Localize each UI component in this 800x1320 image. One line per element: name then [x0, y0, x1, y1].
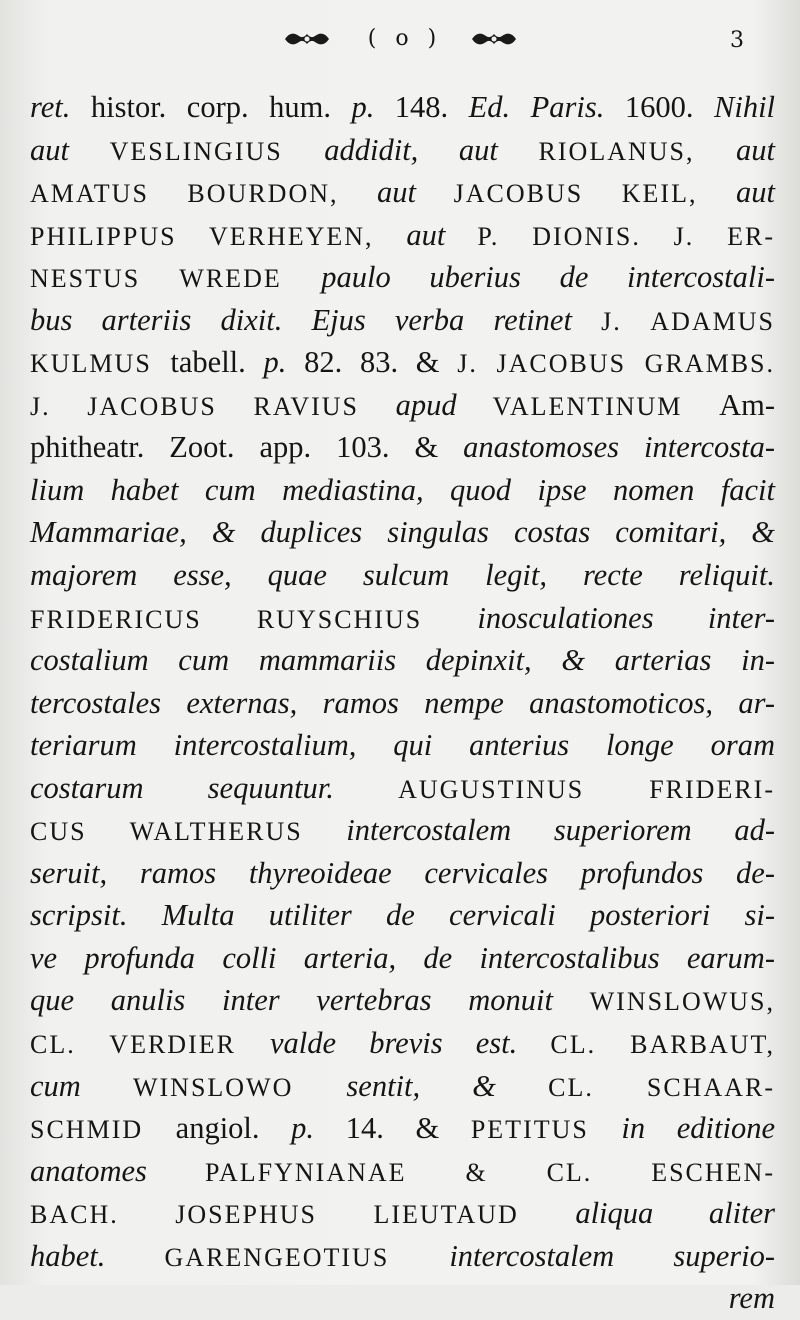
text-segment: KULMUS	[30, 349, 171, 379]
text-line	[30, 724, 775, 767]
text-segment: WINSLOWUS,	[589, 987, 775, 1017]
text-line	[30, 937, 775, 980]
text-segment: aut	[736, 132, 775, 167]
text-segment: teriarum intercostalium, qui anterius longe oram	[30, 728, 775, 763]
text-segment: J. ADAMUS	[601, 306, 775, 336]
text-segment: p.	[351, 90, 375, 124]
text-line	[30, 384, 775, 427]
text-line	[30, 639, 775, 682]
text-segment: VALENTINUM	[492, 391, 720, 421]
text-segment: aut	[406, 217, 478, 252]
text-segment: aliqua aliter	[575, 1196, 775, 1231]
text-segment: CL. BARBAUT,	[550, 1030, 775, 1060]
text-line	[30, 341, 775, 384]
text-line	[30, 1150, 775, 1193]
text-segment: AUGUSTINUS FRIDERI-	[398, 774, 775, 804]
text-line	[30, 767, 775, 810]
text-segment: valde brevis est.	[269, 1026, 551, 1061]
text-segment: que anulis inter vertebras monuit	[30, 983, 590, 1018]
text-line	[30, 299, 775, 342]
text-segment: Am-	[719, 387, 775, 422]
text-line	[30, 1065, 775, 1108]
text-segment: BACH. JOSEPHUS LIEUTAUD	[30, 1200, 576, 1230]
text-segment: PHILIPPUS VERHEYEN,	[30, 221, 407, 251]
fleuron-ornament-icon	[470, 28, 518, 50]
text-line	[30, 171, 775, 214]
text-segment: addidit, aut	[324, 132, 539, 167]
text-line	[30, 469, 775, 512]
text-segment: sentit, &	[346, 1068, 549, 1103]
text-segment: bus arteriis dixit. Ejus verba retinet	[30, 302, 602, 337]
text-segment: PETITUS	[470, 1115, 622, 1145]
text-line	[30, 426, 775, 469]
text-line	[30, 809, 775, 852]
text-line	[30, 1192, 775, 1235]
text-segment: apud	[395, 387, 493, 422]
text-segment: JACOBUS KEIL,	[453, 179, 736, 209]
text-segment: FRIDERICUS RUYSCHIUS	[30, 604, 478, 634]
text-segment: costalium cum mammariis depinxit, & arterias in-	[30, 643, 775, 678]
text-segment: seruit, ramos thyreoideae cervicales profundos de-	[30, 855, 775, 890]
text-segment: 148.	[374, 90, 469, 124]
text-segment: AMATUS BOURDON,	[30, 179, 378, 209]
text-segment: 14. &	[314, 1111, 471, 1146]
text-segment: tabell.	[170, 345, 264, 380]
text-line	[30, 511, 775, 554]
text-segment: anatomes	[30, 1153, 205, 1188]
text-segment: in editione	[621, 1111, 775, 1146]
text-segment: J. JACOBUS RAVIUS	[30, 391, 396, 421]
text-segment: Mammariae, & duplices singulas costas comitari, &	[30, 515, 775, 550]
text-segment: VESLINGIUS	[109, 136, 325, 166]
text-segment: lium habet cum mediastina, quod ipse nomen facit	[30, 472, 775, 507]
text-line	[30, 1235, 775, 1278]
text-segment: aut	[736, 175, 775, 210]
text-segment: habet.	[30, 1238, 165, 1273]
text-segment: CL. SCHAAR-	[548, 1072, 775, 1102]
text-segment: 82. 83. &	[286, 345, 458, 380]
text-line	[30, 86, 775, 129]
text-segment: WINSLOWO	[132, 1072, 347, 1102]
text-line	[30, 852, 775, 895]
text-segment: histor. corp. hum.	[90, 90, 352, 124]
text-line	[30, 256, 775, 299]
page-number: 3	[730, 28, 744, 53]
text-segment: NESTUS WREDE	[30, 264, 322, 294]
text-segment: GARENGEOTIUS	[164, 1242, 450, 1272]
text-line	[30, 129, 775, 172]
text-segment: SCHMID	[30, 1115, 176, 1145]
text-line	[30, 979, 775, 1022]
page-header	[0, 22, 800, 62]
text-segment: scripsit. Multa utiliter de cervicali posteriori si-	[30, 898, 775, 933]
text-segment: rem	[728, 1281, 775, 1316]
text-line	[30, 682, 775, 725]
text-segment: p.	[291, 1111, 315, 1146]
text-line	[30, 1107, 775, 1150]
text-segment: intercostalem superiorem ad-	[346, 813, 775, 848]
text-line	[30, 554, 775, 597]
text-segment: majorem esse, quae sulcum legit, recte reliquit.	[30, 558, 775, 593]
text-segment: aut	[377, 175, 454, 210]
text-line	[30, 597, 775, 640]
text-segment: cum	[30, 1068, 133, 1103]
text-segment: RIOLANUS,	[538, 136, 737, 166]
text-line	[30, 1022, 775, 1065]
text-segment: ret.	[30, 90, 91, 124]
text-segment: intercostalem superio-	[449, 1238, 775, 1273]
body-text	[30, 86, 775, 1320]
text-segment: costarum sequuntur.	[30, 770, 399, 805]
text-line	[30, 894, 775, 937]
text-segment: CUS WALTHERUS	[30, 817, 347, 847]
text-segment: phitheatr. Zoot. app. 103. &	[30, 430, 464, 465]
text-segment: ve profunda colli arteria, de intercostalibus earum-	[30, 940, 775, 975]
text-segment: J. JACOBUS GRAMBS.	[457, 349, 775, 379]
text-segment: 1600.	[604, 90, 714, 124]
text-line	[30, 1277, 775, 1320]
text-segment: tercostales externas, ramos nempe anastomoticos, ar-	[30, 685, 775, 720]
text-segment: angiol.	[175, 1111, 292, 1146]
text-segment: Ed. Paris.	[468, 90, 605, 124]
text-segment: inosculationes inter-	[477, 600, 775, 635]
text-segment: p.	[263, 345, 287, 380]
text-segment: CL. VERDIER	[30, 1030, 270, 1060]
text-segment: Nihil	[714, 90, 776, 124]
page-signature-mark: ( o )	[367, 26, 443, 51]
fleuron-ornament-icon	[283, 28, 331, 50]
text-segment: anastomoses intercosta-	[463, 430, 776, 465]
text-segment: P. DIONIS. J. ER-	[477, 221, 776, 251]
text-segment: paulo uberius de intercostali-	[321, 260, 775, 295]
text-segment: aut	[30, 132, 110, 167]
text-segment: PALFYNIANAE & CL. ESCHEN-	[204, 1157, 775, 1187]
text-line	[30, 214, 775, 257]
